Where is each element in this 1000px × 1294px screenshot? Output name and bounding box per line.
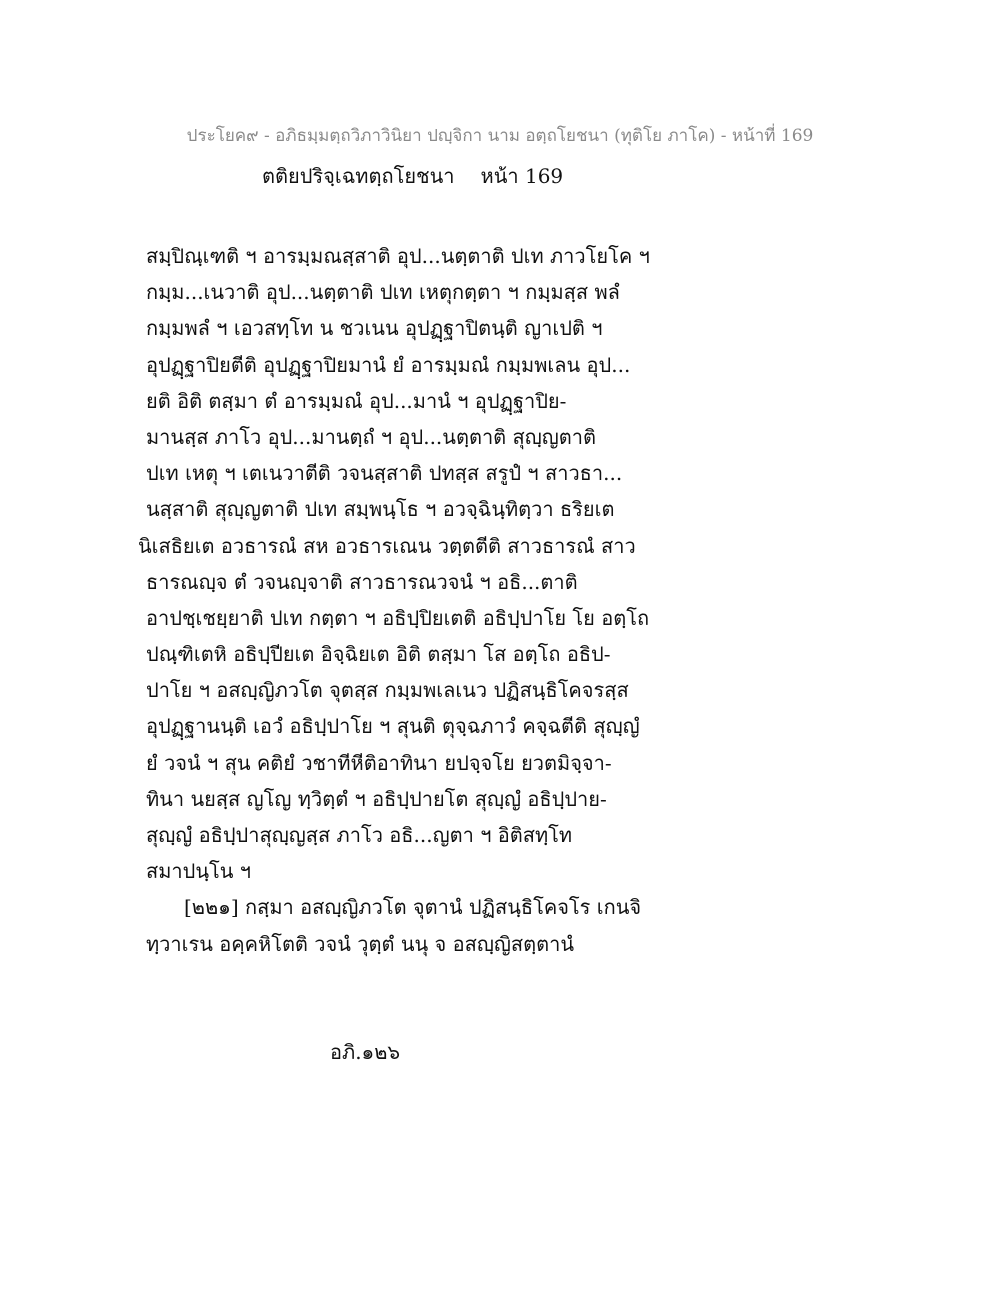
text-line: สุญฺญํ อธิปฺปาสุญฺญสฺส ภาโว อธิ...ญตา ฯ อิติสทฺโท: [146, 823, 573, 847]
section-title: ตติยปริจฺเฉทตฺถโยชนา: [262, 164, 455, 188]
text-line: สมาปนฺโน ฯ: [146, 859, 251, 884]
page-number-label: หน้า 169: [480, 164, 564, 188]
text-line: อุปฏฺฐานนฺติ เอวํ อธิปฺปาโย ฯ สุนติ ตุจฺฉภาวํ คจฺฉตีติ สุญฺญํ: [146, 714, 640, 739]
text-line: กมฺมพลํ ฯ เอวสทฺโท น ชวเนน อุปฏฺฐาปิตนฺติ ญาเปติ ฯ: [146, 316, 603, 341]
section-header: [262, 160, 563, 192]
text-line: นิเสธิยเต อวธารณํ สห อวธารเณน วตฺตตีติ สาวธารณํ สาว: [138, 533, 636, 558]
text-line: ธารณญฺจ ตํ วจนญฺจาติ สาวธารณวจนํ ฯ อธิ...ตาติ: [146, 569, 578, 594]
footer-reference: อภิ.๑๒๖: [330, 1040, 401, 1064]
text-line: ปาโย ฯ อสญฺญิภวโต จุตสฺส กมฺมพเลเนว ปฏิสนฺธิโคจรสฺส: [146, 678, 629, 703]
body-text: [138, 238, 666, 962]
text-line: ยํ วจนํ ฯ สุน คติยํ วชาทีหีติอาทินา ยปจฺจโย ยวตมิจฺจา-: [146, 750, 612, 775]
text-line: ยติ อิติ ตสฺมา ตํ อารมฺมณํ อุป...มานํ ฯ อุปฏฺฐาปิย-: [146, 388, 567, 413]
text-line: อุปฏฺฐาปิยตีติ อุปฏฺฐาปิยมานํ ยํ อารมฺมณํ กมฺมพเลน อุป...: [146, 352, 631, 377]
text-line: กมฺม...เนวาติ อุป...นตฺตาติ ปเท เหตุกตฺตา ฯ กมฺมสฺส พลํ: [146, 280, 620, 305]
running-header: ประโยค๙ - อภิธมฺมตฺถวิภาวินิยา ปญฺจิกา นาม อตฺถโยชนา (ทุติโย ภาโค) - หน้าที่ 169: [186, 126, 814, 146]
text-line: นสฺสาติ สุญฺญตาติ ปเท สมฺพนฺโธ ฯ อวจฺฉินฺทิตฺวา ธริยเต: [146, 497, 615, 522]
text-line: ปเท เหตุ ฯ เตเนวาตีติ วจนสฺสาติ ปทสฺส สรูปํ ฯ สาวธา...: [146, 461, 623, 486]
text-line: สมฺปิณฺเฑติ ฯ อารมฺมณสฺสาติ อุป...นตฺตาติ ปเท ภาวโยโค ฯ: [146, 244, 650, 268]
text-line: ปณฺฑิเตหิ อธิปฺปียเต อิจฺฉิยเต อิติ ตสฺมา โส อตฺโถ อธิป-: [146, 642, 611, 667]
text-line: มานสฺส ภาโว อุป...มานตฺถํ ฯ อุป...นตฺตาติ สุญฺญตาติ: [146, 424, 597, 449]
paragraph-start-line: [๒๒๑] กสฺมา อสญฺญิภวโต จุตานํ ปฏิสนฺธิโคจโร เกนจิ: [184, 895, 642, 920]
text-line: อาปชฺเชยฺยาติ ปเท กตฺตา ฯ อธิปฺปิยเตติ อธิปฺปาโย โย อตฺโถ: [146, 605, 650, 630]
text-line: ทฺวาเรน อคฺคหิโตติ วจนํ วุตฺตํ นนุ จ อสญฺญิสตฺตานํ: [146, 931, 574, 956]
text-line: ทินา นยสฺส ญโญ ทฺวิตฺตํ ฯ อธิปฺปายโต สุญฺญํ อธิปฺปาย-: [146, 786, 607, 811]
